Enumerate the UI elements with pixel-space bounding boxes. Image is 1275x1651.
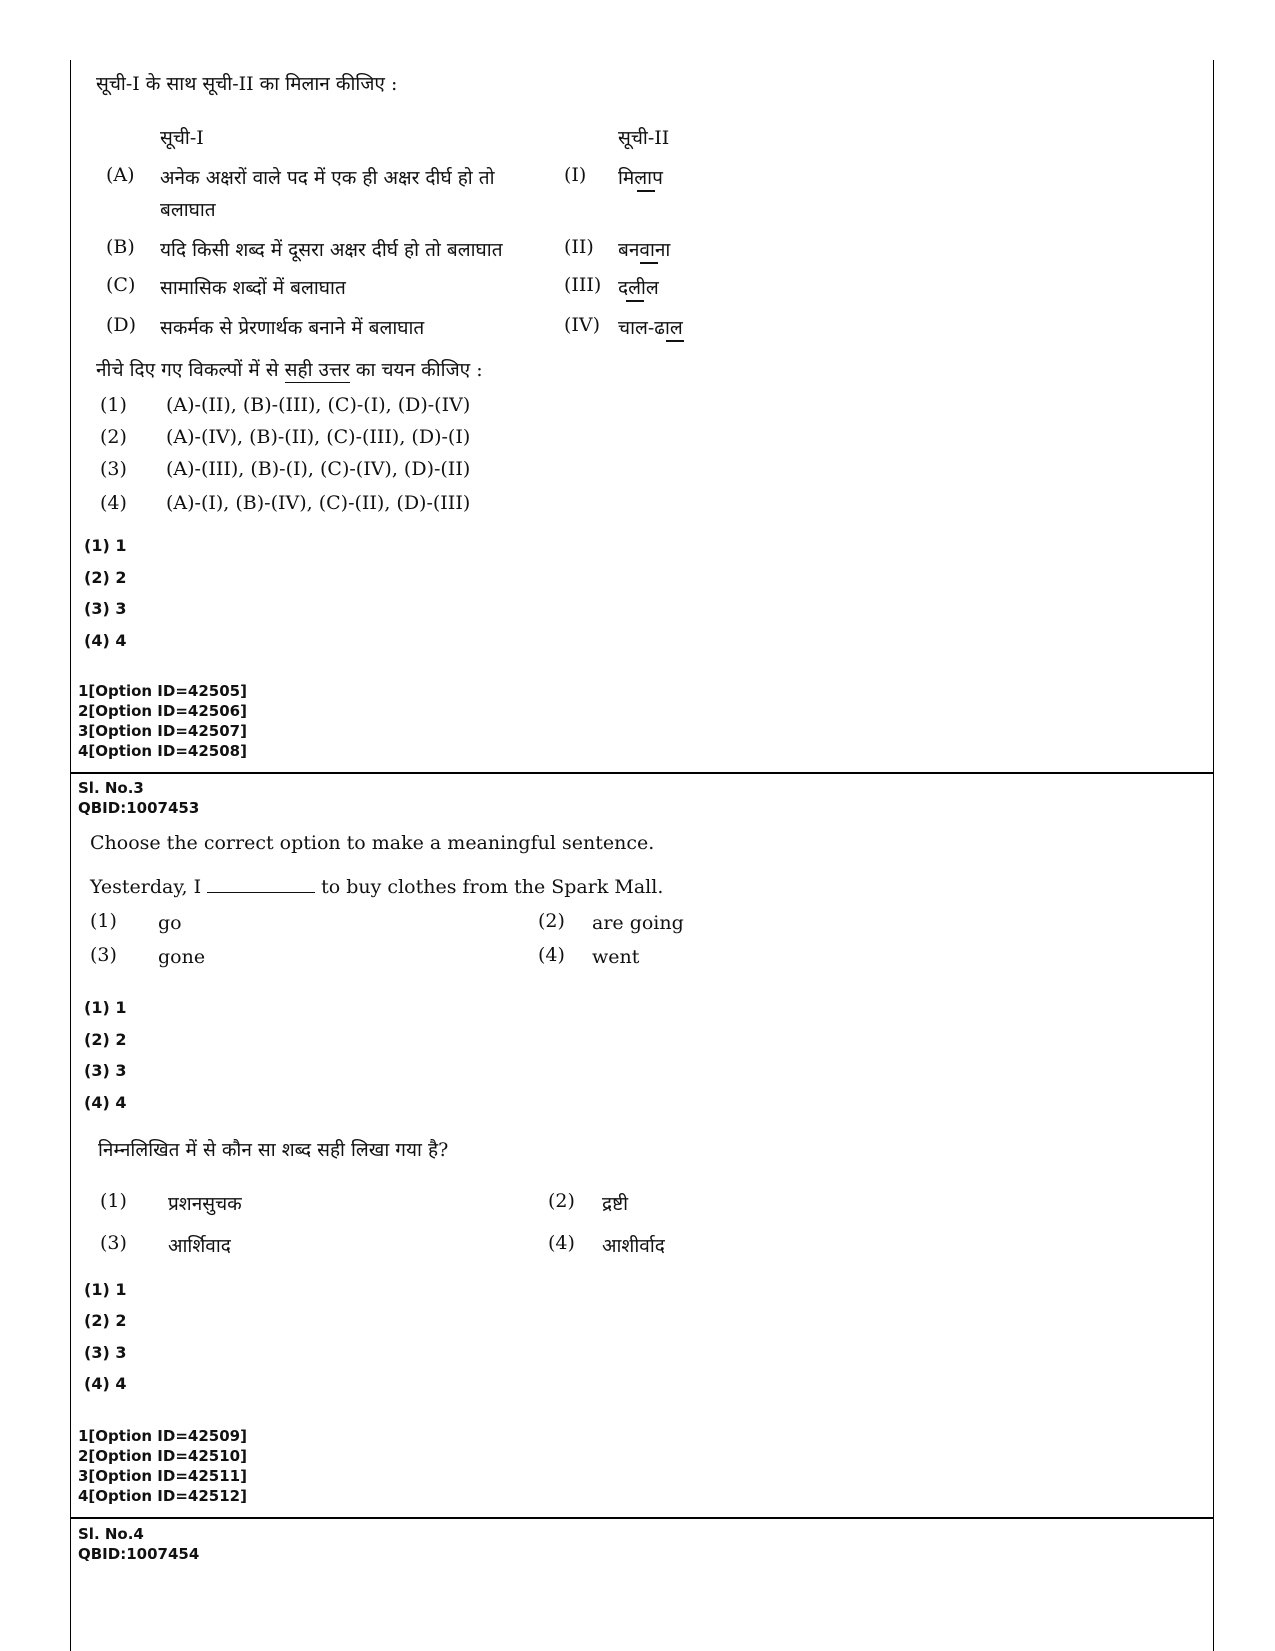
q3-sl-no: Sl. No.3 — [78, 779, 144, 797]
q3-choice-text-1: go — [158, 912, 182, 934]
row-c-text: सामासिक शब्दों में बलाघात — [160, 277, 346, 299]
row-iv-label: (IV) — [564, 314, 601, 336]
choose-line — [96, 356, 483, 383]
q3-choice-text-3: gone — [158, 946, 206, 968]
q2-option-id-2: 2[Option ID=42506] — [78, 702, 247, 720]
row-a-text-2: बलाघात — [160, 199, 216, 221]
row-d-label: (D) — [106, 314, 137, 336]
q3-answer2-option-3[interactable]: (3) 3 — [84, 1343, 127, 1362]
q3-option-id-1: 1[Option ID=42509] — [78, 1427, 247, 1445]
q3-option-id-2: 2[Option ID=42510] — [78, 1447, 247, 1465]
q3-hindi-choice-text-4: आशीर्वाद — [602, 1235, 665, 1257]
q3-blank — [207, 878, 315, 893]
row-c-label: (C) — [106, 274, 136, 296]
choose-suffix: का चयन कीजिए : — [355, 359, 483, 381]
q2-answer-option-4[interactable]: (4) 4 — [84, 631, 127, 650]
q3-answer2-option-1[interactable]: (1) 1 — [84, 1280, 127, 1299]
q3-sentence — [90, 876, 663, 898]
q2-choice-num-3: (3) — [100, 458, 127, 480]
q2-choice-text-1: (A)-(II), (B)-(III), (C)-(I), (D)-(IV) — [166, 394, 471, 416]
q2-choice-num-1: (1) — [100, 394, 127, 416]
q3-answer-option-2[interactable]: (2) 2 — [84, 1030, 127, 1049]
q3-hindi-choice-num-4: (4) — [548, 1232, 575, 1254]
row-iii-label: (III) — [564, 274, 602, 296]
choose-underlined: सही उत्तर — [284, 359, 350, 381]
row-iv-text: चाल-ढाल — [618, 317, 683, 339]
row-iii-text: दलील — [618, 277, 659, 299]
q3-hindi-choice-num-1: (1) — [100, 1190, 127, 1212]
choose-prefix: नीचे दिए गए विकल्पों में से — [96, 359, 279, 381]
q3-choice-num-1: (1) — [90, 910, 117, 932]
q3-qbid: QBID:1007453 — [78, 799, 200, 817]
q3-option-id-3: 3[Option ID=42511] — [78, 1467, 247, 1485]
q3-hindi-question: निम्नलिखित में से कौन सा शब्द सही लिखा गया है? — [98, 1139, 449, 1161]
q3-hindi-choice-num-2: (2) — [548, 1190, 575, 1212]
q2-option-id-3: 3[Option ID=42507] — [78, 722, 247, 740]
q2-choice-text-3: (A)-(III), (B)-(I), (C)-(IV), (D)-(II) — [166, 458, 471, 480]
q3-sentence-before: Yesterday, I — [90, 876, 202, 898]
q3-hindi-choice-text-1: प्रशनसुचक — [168, 1193, 242, 1215]
q2-choice-text-2: (A)-(IV), (B)-(II), (C)-(III), (D)-(I) — [166, 426, 471, 448]
divider-q3 — [70, 772, 1214, 774]
q3-hindi-choice-num-3: (3) — [100, 1232, 127, 1254]
q3-choice-text-2: are going — [592, 912, 684, 934]
q3-answer-option-4[interactable]: (4) 4 — [84, 1093, 127, 1112]
row-i-text: मिलाप — [618, 167, 663, 189]
stress-mark-ii — [640, 262, 658, 264]
q4-sl-no: Sl. No.4 — [78, 1525, 144, 1543]
row-a-label: (A) — [106, 164, 135, 186]
row-b-label: (B) — [106, 236, 135, 258]
q3-choice-num-2: (2) — [538, 910, 565, 932]
q2-option-id-4: 4[Option ID=42508] — [78, 742, 247, 760]
row-d-text: सकर्मक से प्रेरणार्थक बनाने में बलाघात — [160, 317, 425, 339]
left-border — [70, 60, 71, 1651]
q2-choice-num-4: (4) — [100, 492, 127, 514]
stress-mark-iv — [666, 340, 684, 342]
q4-qbid: QBID:1007454 — [78, 1545, 200, 1563]
q2-choice-text-4: (A)-(I), (B)-(IV), (C)-(II), (D)-(III) — [166, 492, 471, 514]
q2-answer-option-2[interactable]: (2) 2 — [84, 568, 127, 587]
q2-instruction: सूची-I के साथ सूची-II का मिलान कीजिए : — [96, 73, 398, 95]
q3-option-id-4: 4[Option ID=42512] — [78, 1487, 247, 1505]
q3-sentence-after: to buy clothes from the Spark Mall. — [321, 876, 664, 898]
q3-choice-num-3: (3) — [90, 944, 117, 966]
q3-choice-text-4: went — [592, 946, 640, 968]
q3-answer-option-3[interactable]: (3) 3 — [84, 1061, 127, 1080]
row-ii-label: (II) — [564, 236, 594, 258]
row-ii-text: बनवाना — [618, 239, 671, 261]
q3-instruction: Choose the correct option to make a meaningful sentence. — [90, 832, 655, 854]
right-border — [1213, 60, 1214, 1651]
q3-hindi-choice-text-2: द्रष्टी — [602, 1193, 629, 1215]
q3-choice-num-4: (4) — [538, 944, 565, 966]
list2-header: सूची-II — [618, 127, 670, 149]
q3-answer-option-1[interactable]: (1) 1 — [84, 998, 127, 1017]
q2-option-id-1: 1[Option ID=42505] — [78, 682, 247, 700]
stress-mark-i — [637, 190, 655, 192]
row-a-text-1: अनेक अक्षरों वाले पद में एक ही अक्षर दीर्घ हो तो — [160, 167, 495, 189]
stress-mark-iii — [626, 300, 644, 302]
divider-q4 — [70, 1517, 1214, 1519]
list1-header: सूची-I — [160, 127, 204, 149]
q3-hindi-choice-text-3: आर्शिवाद — [168, 1235, 231, 1257]
q2-answer-option-3[interactable]: (3) 3 — [84, 599, 127, 618]
q3-answer2-option-4[interactable]: (4) 4 — [84, 1374, 127, 1393]
q2-choice-num-2: (2) — [100, 426, 127, 448]
row-i-label: (I) — [564, 164, 587, 186]
row-b-text: यदि किसी शब्द में दूसरा अक्षर दीर्घ हो तो बलाघात — [160, 239, 503, 261]
q3-answer2-option-2[interactable]: (2) 2 — [84, 1311, 127, 1330]
q2-answer-option-1[interactable]: (1) 1 — [84, 536, 127, 555]
